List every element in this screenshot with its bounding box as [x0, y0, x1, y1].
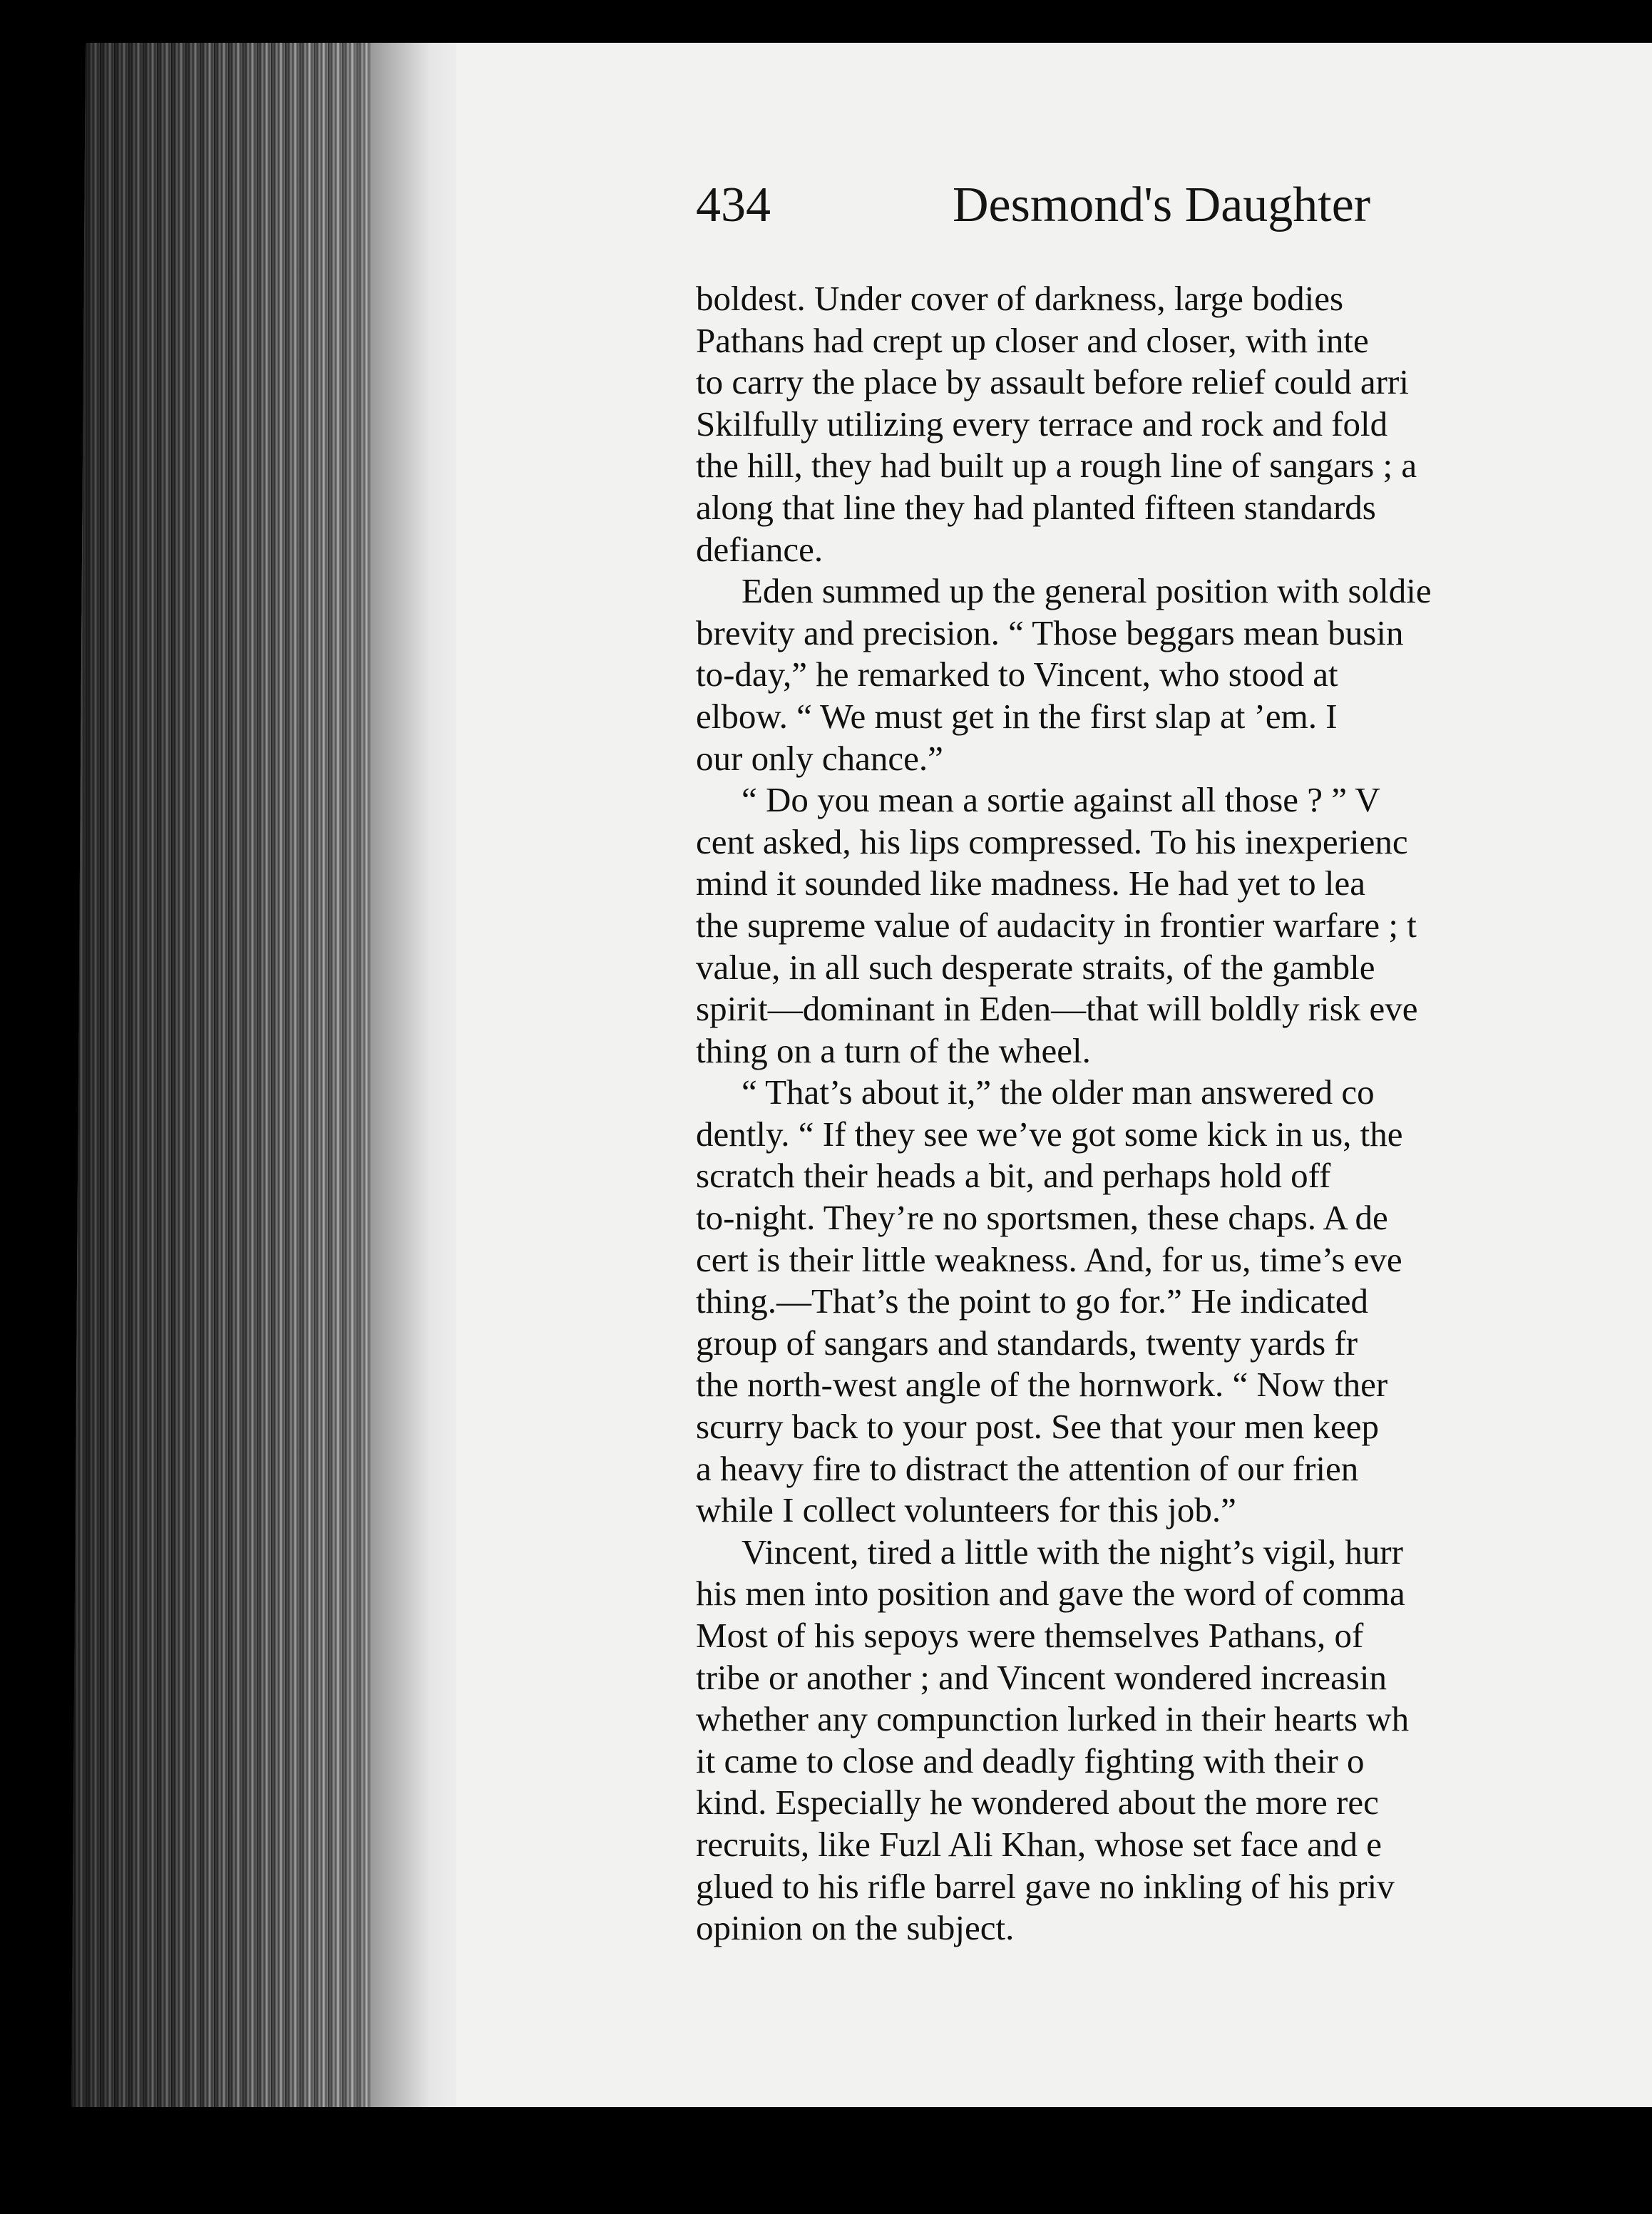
text-line: spirit—dominant in Eden—that will boldly risk eve — [696, 989, 1418, 1029]
text-line: “ That’s about it,” the older man answered co — [742, 1072, 1375, 1112]
body-text — [696, 278, 1652, 1949]
text-line: Pathans had crept up closer and closer, with inte — [696, 320, 1369, 360]
book-page — [456, 43, 1652, 2107]
text-line: scurry back to your post. See that your men keep — [696, 1407, 1379, 1447]
text-line: our only chance.” — [696, 738, 943, 778]
text-line: Skilfully utilizing every terrace and rock and fold — [696, 404, 1388, 444]
text-line: scratch their heads a bit, and perhaps hold off — [696, 1156, 1331, 1196]
text-line: thing.—That’s the point to go for.” He indicated — [696, 1281, 1369, 1321]
text-line: recruits, like Fuzl Ali Khan, whose set face and e — [696, 1824, 1382, 1864]
text-line: the supreme value of audacity in frontier warfare ; t — [696, 905, 1417, 945]
text-line: the hill, they had built up a rough line of sangars ; a — [696, 446, 1417, 486]
text-line: cent asked, his lips compressed. To his inexperienc — [696, 821, 1408, 861]
text-line: whether any compunction lurked in their hearts wh — [696, 1699, 1410, 1739]
text-line: mind it sounded like madness. He had yet to lea — [696, 863, 1365, 903]
text-line: the north-west angle of the hornwork. “ Now ther — [696, 1365, 1388, 1405]
text-line: it came to close and deadly fighting with their o — [696, 1741, 1365, 1780]
text-line: value, in all such desperate straits, of the gamble — [696, 947, 1375, 987]
text-line: group of sangars and standards, twenty yards fr — [696, 1323, 1358, 1363]
text-line: boldest. Under cover of darkness, large bodies — [696, 279, 1344, 318]
text-line: cert is their little weakness. And, for us, time’s eve — [696, 1239, 1402, 1279]
text-line: Eden summed up the general position with soldie — [742, 571, 1432, 611]
text-line: Vincent, tired a little with the night’s vigil, hurr — [742, 1532, 1403, 1572]
text-line: dently. “ If they see we’ve got some kick in us, the — [696, 1114, 1403, 1154]
text-line: defiance. — [696, 529, 824, 569]
text-line: kind. Especially he wondered about the more rec — [696, 1783, 1379, 1823]
page-number: 434 — [696, 178, 771, 232]
text-line: elbow. “ We must get in the first slap at ’em. I — [696, 696, 1338, 736]
book-title: Desmond's Daughter — [953, 178, 1371, 232]
text-line: along that line they had planted fifteen standards — [696, 487, 1376, 527]
text-line: Most of his sepoys were themselves Pathans, of — [696, 1616, 1364, 1655]
page-gutter — [371, 43, 471, 2107]
text-line: brevity and precision. “ Those beggars mean busin — [696, 613, 1404, 652]
text-line: tribe or another ; and Vincent wondered increasin — [696, 1657, 1387, 1697]
text-line: while I collect volunteers for this job.” — [696, 1490, 1236, 1530]
text-line: his men into position and gave the word of comma — [696, 1574, 1405, 1614]
text-line: to-night. They’re no sportsmen, these chaps. A de — [696, 1198, 1388, 1238]
text-line: a heavy fire to distract the attention of our frien — [696, 1448, 1359, 1488]
text-line: “ Do you mean a sortie against all those ? ” V — [742, 780, 1380, 820]
running-head — [696, 177, 1652, 255]
text-line: to carry the place by assault before relief could arri — [696, 362, 1409, 402]
text-line: to-day,” he remarked to Vincent, who stood at — [696, 655, 1338, 695]
page-edges — [71, 43, 414, 2107]
text-line: glued to his rifle barrel gave no inkling of his priv — [696, 1866, 1395, 1906]
text-line: thing on a turn of the wheel. — [696, 1030, 1091, 1070]
text-line: opinion on the subject. — [696, 1908, 1015, 1948]
